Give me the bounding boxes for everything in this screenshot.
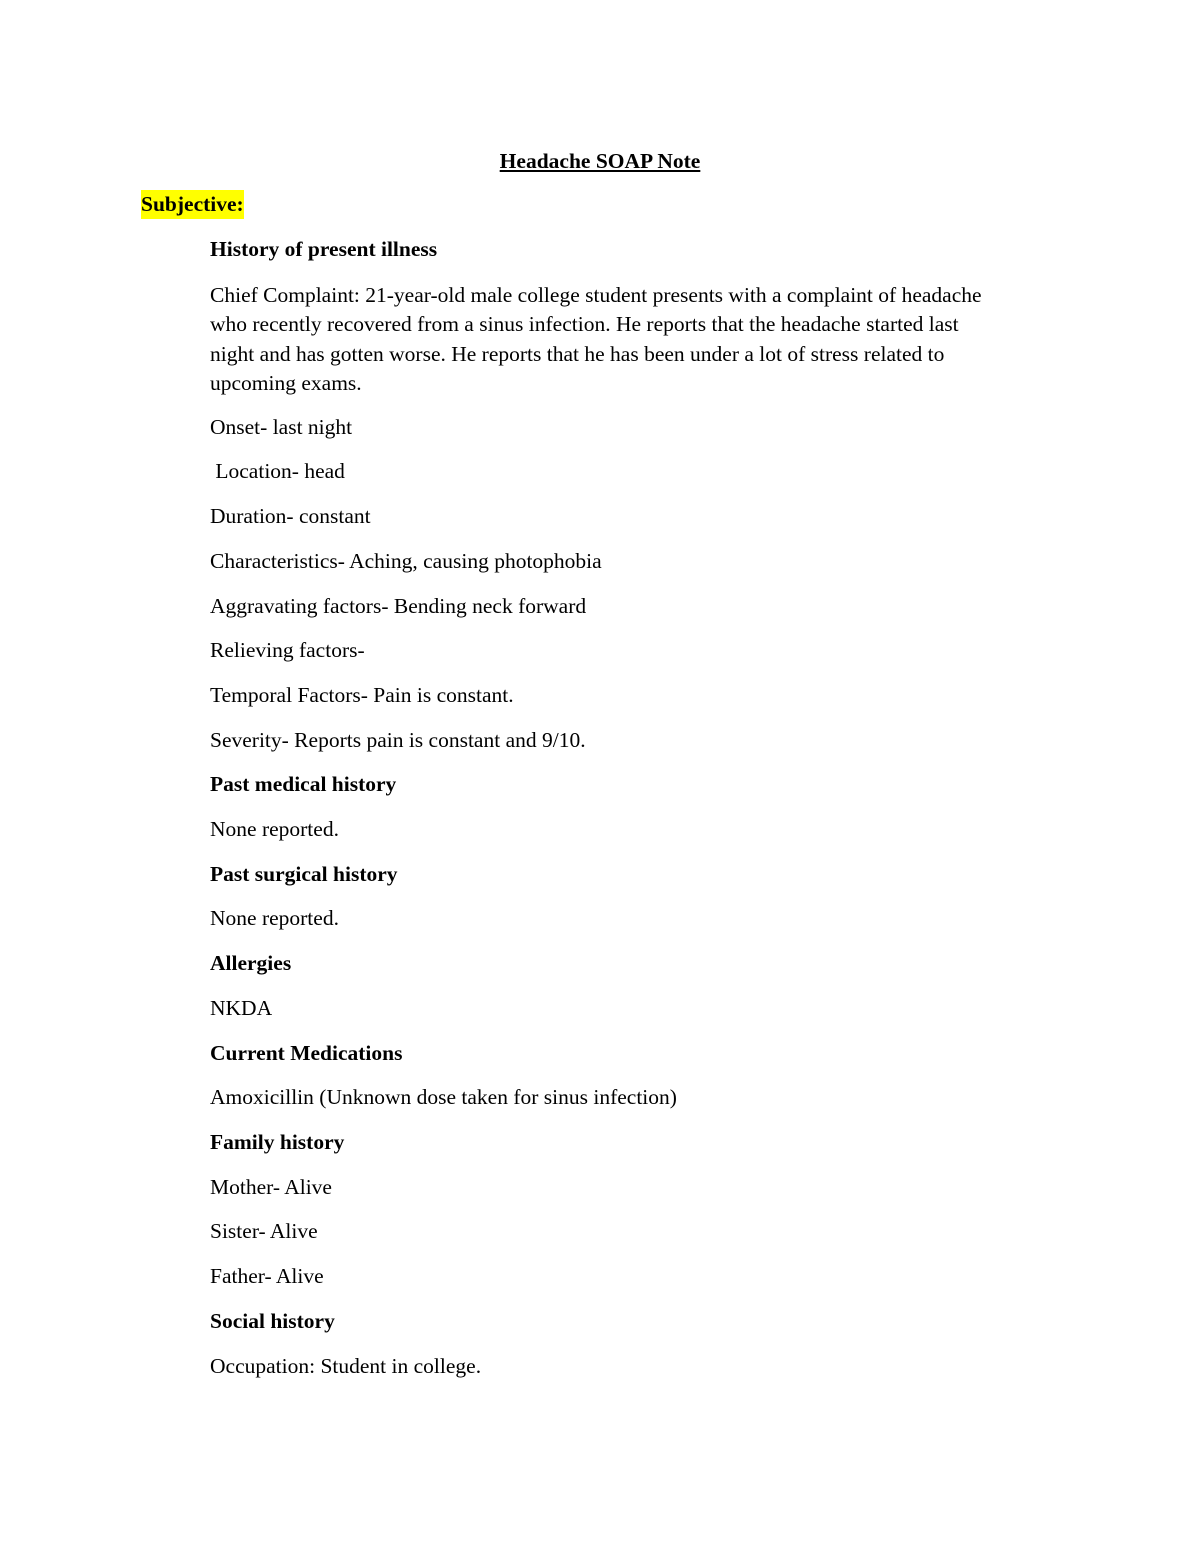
occupation-text: Occupation: Student in college. — [210, 1354, 482, 1378]
characteristics-text: Characteristics- Aching, causing photophobia — [210, 549, 602, 573]
temporal-factors-text: Temporal Factors- Pain is constant. — [210, 683, 514, 707]
family-mother-text: Mother- Alive — [210, 1175, 332, 1199]
allergies-heading: Allergies — [210, 951, 292, 975]
section-subjective: Subjective: — [141, 190, 244, 219]
relieving-factors-text: Relieving factors- — [210, 638, 365, 662]
psh-text: None reported. — [210, 906, 339, 930]
chief-complaint-paragraph — [210, 281, 1070, 398]
hpi-heading: History of present illness — [210, 237, 438, 261]
chief-complaint-line: night and has gotten worse. He reports that he has been under a lot of stress related to — [210, 341, 945, 366]
family-father-text: Father- Alive — [210, 1264, 324, 1288]
pmh-heading: Past medical history — [210, 772, 397, 796]
psh-heading: Past surgical history — [210, 862, 398, 886]
onset-text: Onset- last night — [210, 415, 353, 439]
chief-complaint-line: upcoming exams. — [210, 370, 362, 395]
social-history-heading: Social history — [210, 1309, 335, 1333]
family-sister-text: Sister- Alive — [210, 1219, 318, 1243]
duration-text: Duration- constant — [210, 504, 371, 528]
document-title: Headache SOAP Note — [499, 149, 701, 173]
severity-text: Severity- Reports pain is constant and 9/10. — [210, 728, 586, 752]
chief-complaint-line: Chief Complaint: 21-year-old male college student presents with a complaint of headache — [210, 283, 982, 307]
location-text: Location- head — [210, 459, 345, 483]
aggravating-factors-text: Aggravating factors- Bending neck forward — [210, 594, 587, 618]
pmh-text: None reported. — [210, 817, 339, 841]
medications-heading: Current Medications — [210, 1041, 403, 1065]
chief-complaint-line: who recently recovered from a sinus infection. He reports that the headache started last — [210, 312, 959, 337]
allergies-text: NKDA — [210, 996, 273, 1020]
medications-text: Amoxicillin (Unknown dose taken for sinus infection) — [210, 1085, 677, 1109]
family-history-heading: Family history — [210, 1130, 345, 1154]
